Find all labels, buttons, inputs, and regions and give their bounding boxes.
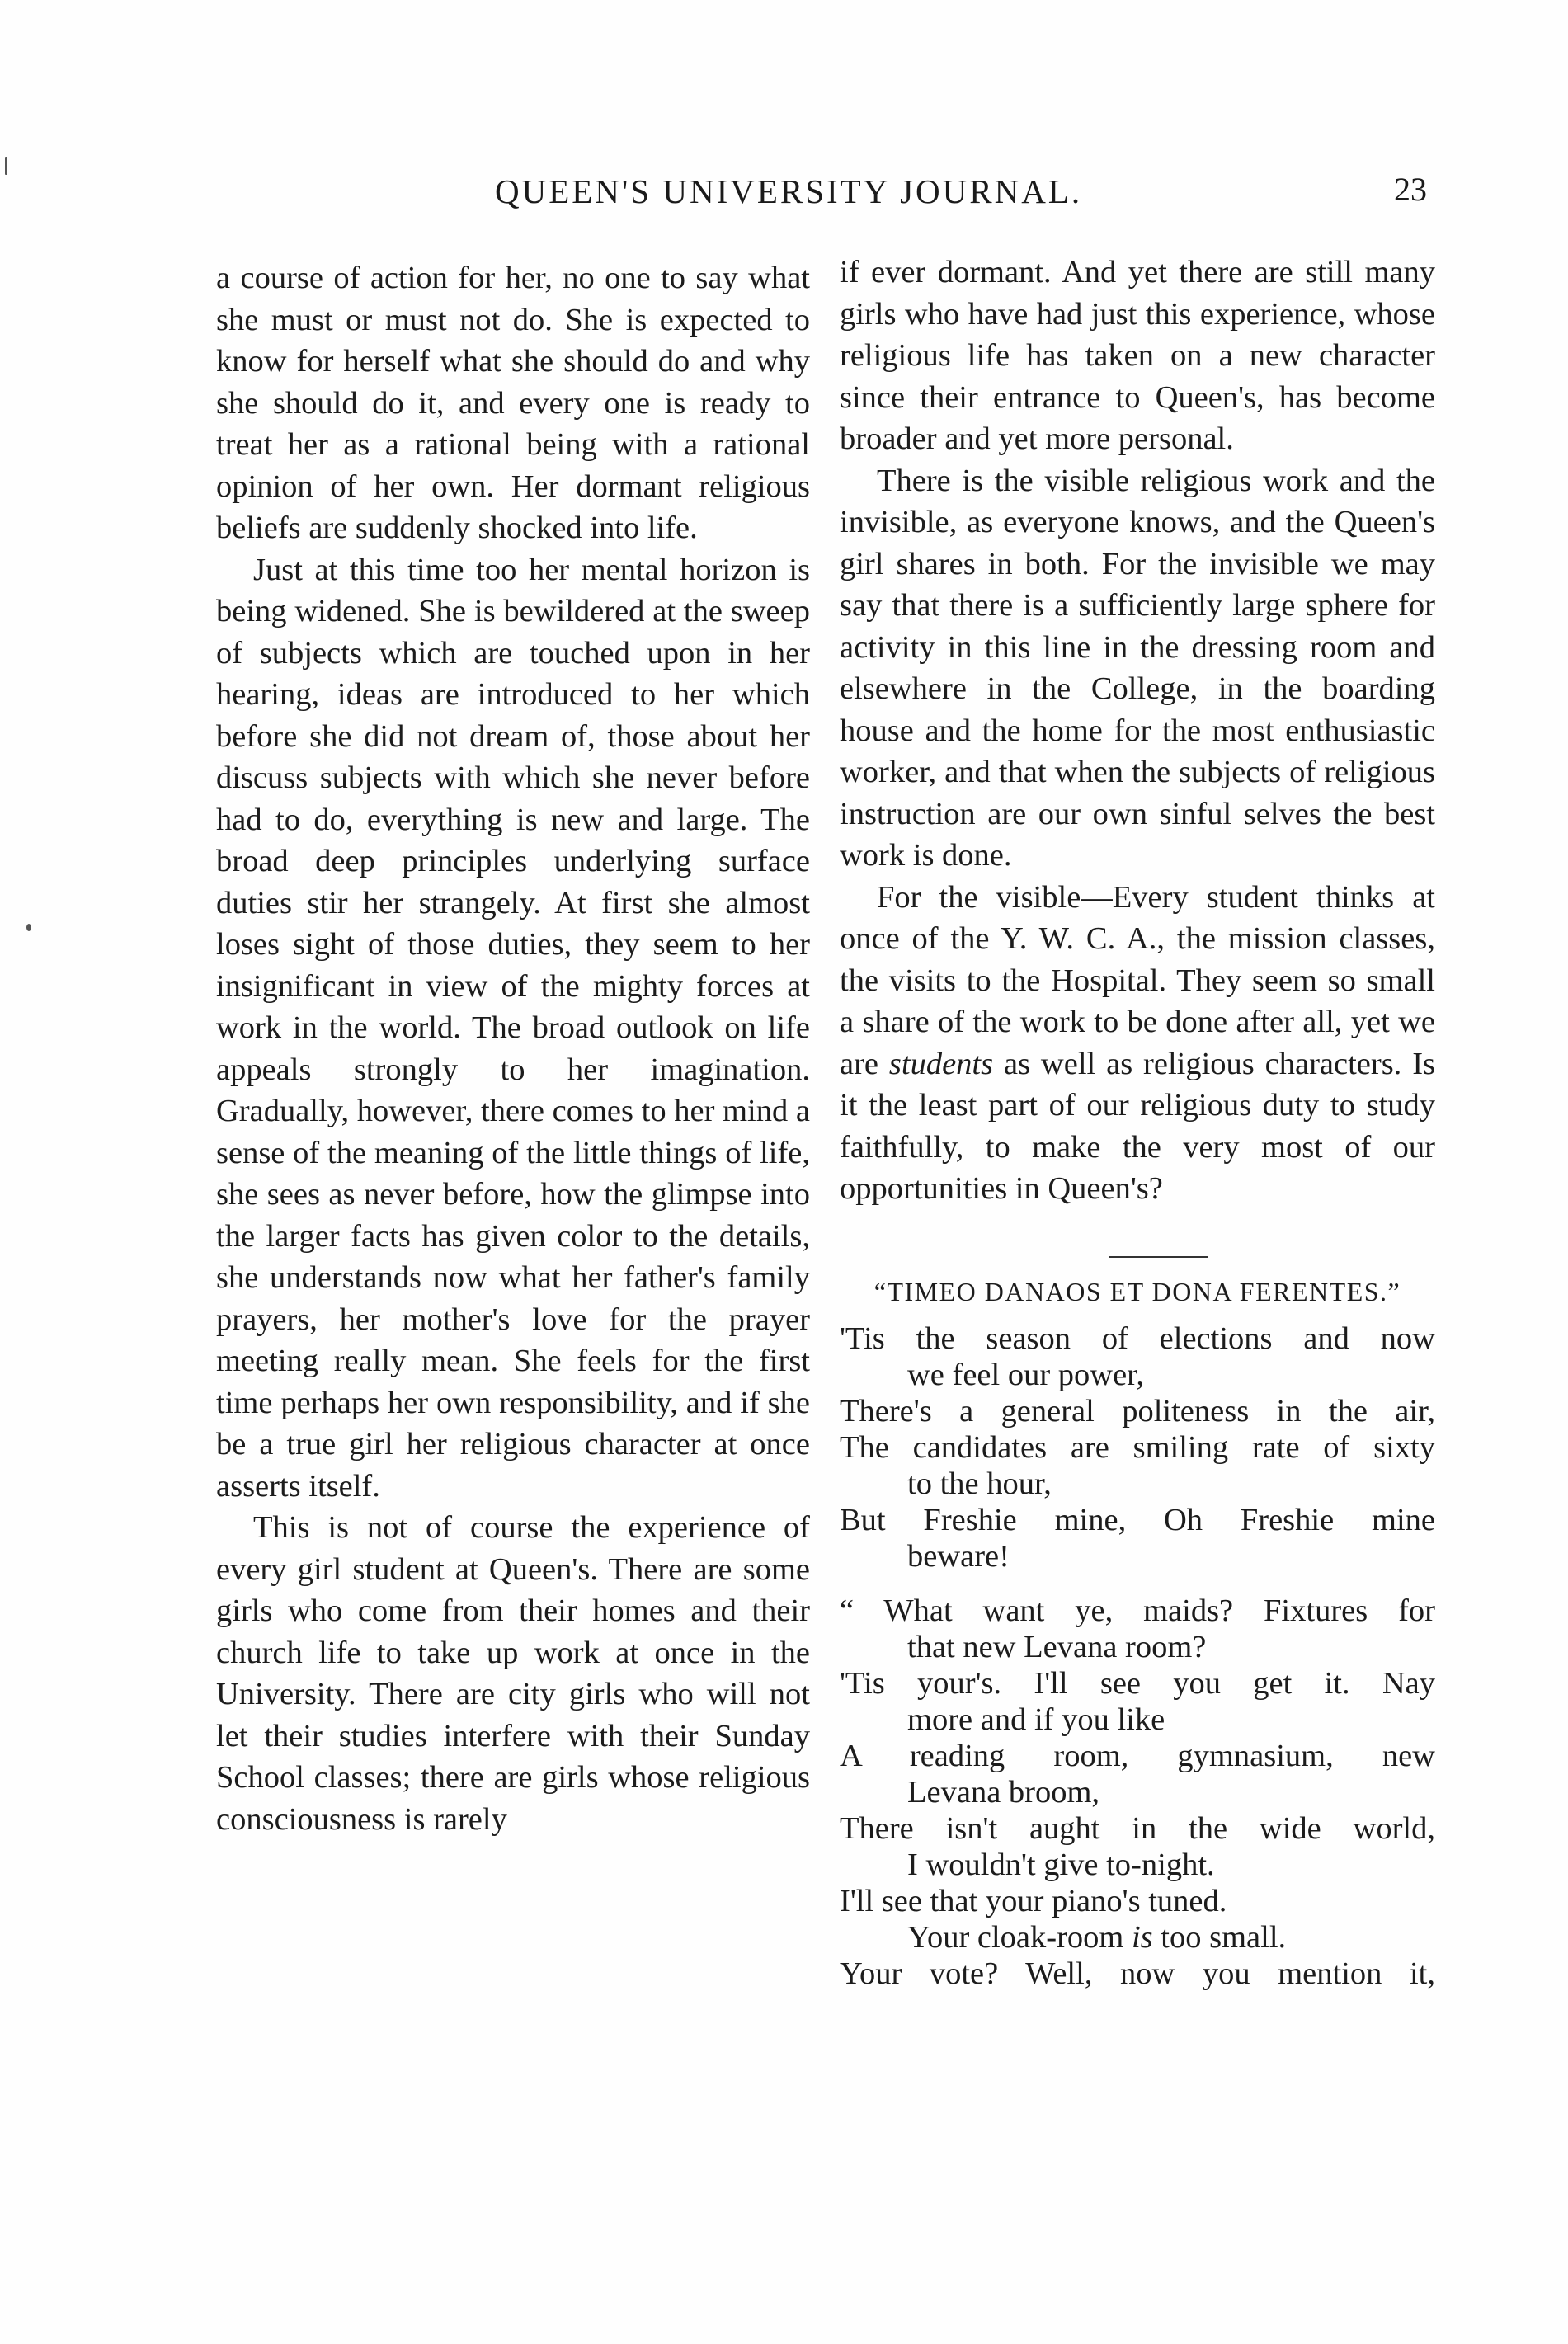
section-divider — [1109, 1256, 1208, 1258]
poem-line: 'Tis your's. I'll see you get it. Nay — [840, 1666, 1435, 1701]
poem-line: There's a general politeness in the air, — [840, 1394, 1435, 1429]
paragraph: if ever dormant. And yet there are still many girls who have had just this experience, whose religious life has taken on a new character since their entrance to Queen's, has become broader and yet more personal. — [840, 255, 1435, 456]
poem-line: that new Levana room? — [907, 1630, 1207, 1664]
poem-line: There isn't aught in the wide world, — [840, 1811, 1435, 1846]
scan-mark-edge — [5, 157, 7, 175]
paragraph: a course of action for her, no one to say what she must or must not do. She is expected to know for herself what she should do and why she should do it, and every one is ready to treat her as a rational being with a rational opinion of her own. Her dormant religious beliefs are suddenly shocked into life. — [216, 261, 810, 545]
page-number: 23 — [1394, 171, 1427, 208]
poem-line: “ What want ye, maids? Fixtures for — [840, 1593, 1435, 1628]
poem-line — [840, 1919, 1435, 1956]
poem-line: we feel our power, — [907, 1358, 1145, 1392]
poem-line: But Freshie mine, Oh Freshie mine — [840, 1503, 1435, 1537]
poem-line: more and if you like — [907, 1702, 1165, 1737]
paragraph: There is the visible religious work and the invisible, as everyone knows, and the Queen's girl shares in both. For the invisible we may say that there is a sufficiently large sphere for activity in this line in the dressing room and elsewhere in the College, in the boarding house and the home for the most enthusiastic worker, and that when the subjects of religious instruction are our own sinful selves the best work is done. — [840, 463, 1435, 873]
poem-stanza — [840, 1320, 1435, 1574]
running-head: QUEEN'S UNIVERSITY JOURNAL. — [495, 172, 1083, 210]
poem-line: 'Tis the season of elections and now — [840, 1321, 1435, 1356]
poem-title: “TIMEO DANAOS ET DONA FERENTES.” — [873, 1276, 1401, 1306]
poem-line: I'll see that your piano's tuned. — [840, 1884, 1227, 1918]
poem-line: The candidates are smiling rate of sixty — [840, 1430, 1435, 1465]
poem-line: to the hour, — [907, 1466, 1052, 1501]
poem-line: Levana broom, — [907, 1775, 1100, 1810]
text-run: as well as religious characters. Is it the least part of our religious duty to study faithfully, to make the very most of our opportunities in Queen's? — [840, 1046, 1435, 1206]
scan-mark-dot — [26, 924, 31, 931]
poem-line: I wouldn't give to-night. — [907, 1847, 1215, 1882]
emphasis: is — [1131, 1920, 1153, 1955]
poem-line: beware! — [907, 1539, 1010, 1574]
emphasis: students — [888, 1046, 994, 1081]
poem-stanza — [840, 1593, 1435, 1992]
poem-line: Your vote? Well, now you mention it, — [840, 1956, 1435, 1991]
text-run: Your cloak-room — [907, 1920, 1132, 1955]
paragraph: Just at this time too her mental horizon is being widened. She is bewildered at the sweep of subjects which are touched upon in her hearing, ideas are introduced to her which before she did not dream of, those about her discuss subjects with which she never before had to do, everything is new and large. The broad deep principles underlying surface duties stir her strangely. At first she almost loses sight of those duties, they seem to her insignificant in view of the mighty forces at work in the world. The broad outlook on life appeals strongly to her imagination. Gradually, however, there comes to her mind a sense of the meaning of the little things of life, she sees as never before, how the glimpse into the larger facts has given color to the details, she understands now what her father's family prayers, her mother's love for the prayer meeting really mean. She feels for the first time perhaps her own responsibility, and if she be a true girl her religious character at once asserts itself. — [216, 552, 810, 1504]
poem-line: A reading room, gymnasium, new — [840, 1739, 1435, 1773]
text-run: For the visible—Every student thinks at once of the Y. W. C. A., the mission classes, the visits to the Hospital. They seem so small a share of the work to be done after all, yet we are — [840, 879, 1435, 1081]
paragraph: This is not of course the experience of every girl student at Queen's. There are some girls who come from their homes and their church life to take up work at once in the University. There are city girls who will not let their studies interfere with their Sunday School classes; there are girls whose religious consciousness is rarely — [216, 1510, 810, 1837]
paragraph — [840, 877, 1435, 1210]
left-column — [216, 257, 810, 1840]
text-run: too small. — [1152, 1920, 1287, 1955]
right-column — [840, 252, 1435, 2010]
